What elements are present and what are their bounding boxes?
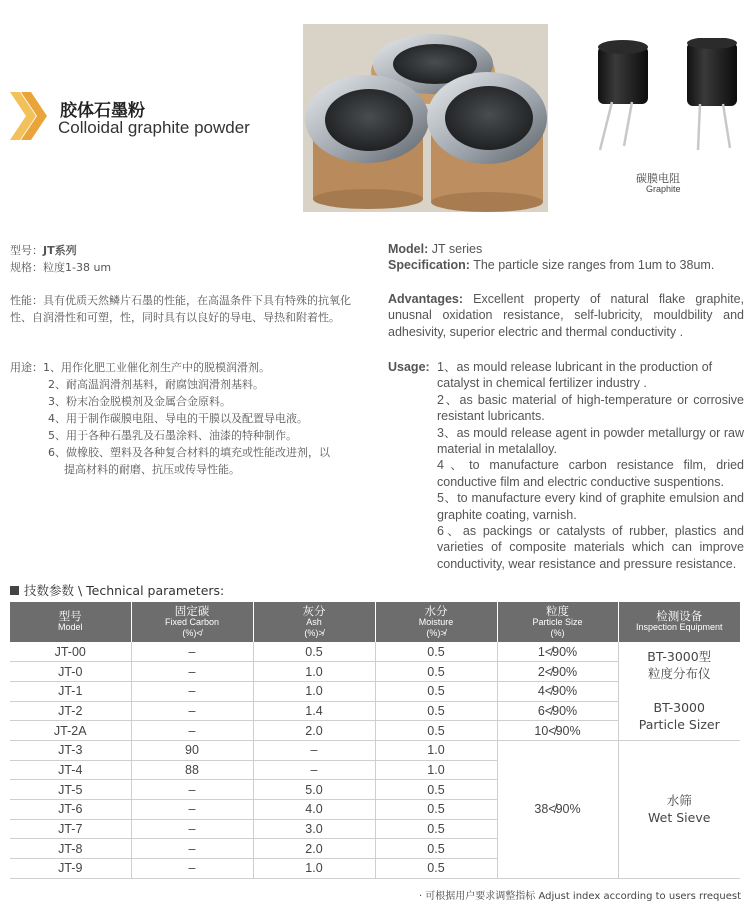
advantages-en bbox=[388, 291, 744, 340]
cell-model: JT-9 bbox=[10, 859, 131, 879]
cell-ash: 1.0 bbox=[253, 681, 375, 701]
cell-carbon: – bbox=[131, 721, 253, 741]
spec-label-en: Specification: bbox=[388, 258, 470, 273]
cell-equipment-bt3000: BT-3000型 粒度分布仪 BT-3000 Particle Sizer bbox=[618, 642, 740, 740]
usage-label-en: Usage: bbox=[388, 360, 430, 374]
cell-ash: 1.0 bbox=[253, 662, 375, 682]
cell-size: 2≮90% bbox=[497, 662, 618, 682]
tech-params-title bbox=[10, 581, 224, 599]
cell-moisture: 0.5 bbox=[375, 662, 497, 682]
usage-cn-item: 4、用于制作碳膜电阻、导电的干膜以及配置导电液。 bbox=[48, 412, 308, 425]
graphite-powder-photo bbox=[303, 24, 548, 212]
cell-model: JT-00 bbox=[10, 642, 131, 662]
model-spec-cn bbox=[10, 242, 370, 276]
usage-en-item: 2、as basic material of high-temperature or corrosive resistant lubricants. bbox=[437, 392, 744, 424]
usage-en-item: 5、to manufacture every kind of graphite emulsion and graphite coating, varnish. bbox=[437, 491, 744, 522]
usage-en-item: 6、as packings or catalysts of rubber, plastics and varieties of composite materials which can improve conductivity, wear resistance and pressure resistance. bbox=[437, 524, 744, 571]
cell-carbon: – bbox=[131, 681, 253, 701]
usage-cn-item: 5、用于各种石墨乳及石墨涂料、油漆的特种制作。 bbox=[48, 429, 297, 442]
table-row bbox=[10, 642, 740, 662]
cell-moisture: 1.0 bbox=[375, 760, 497, 780]
cell-carbon: – bbox=[131, 780, 253, 800]
cell-model: JT-7 bbox=[10, 819, 131, 839]
cell-equipment-wet-sieve: 水筛 Wet Sieve bbox=[618, 740, 740, 878]
cell-carbon: 90 bbox=[131, 740, 253, 760]
cell-model: JT-8 bbox=[10, 839, 131, 859]
cell-model: JT-0 bbox=[10, 662, 131, 682]
model-spec-en bbox=[388, 241, 744, 274]
cell-size: 10≮90% bbox=[497, 721, 618, 741]
cell-moisture: 1.0 bbox=[375, 740, 497, 760]
cell-moisture: 0.5 bbox=[375, 681, 497, 701]
usage-en-item-cont: catalyst in chemical fertilizer industry . bbox=[437, 376, 647, 391]
cell-size: 4≮90% bbox=[497, 681, 618, 701]
cell-moisture: 0.5 bbox=[375, 800, 497, 820]
cell-moisture: 0.5 bbox=[375, 642, 497, 662]
carbon-film-resistor-photo bbox=[590, 38, 745, 158]
advantages-cn: 性能：具有优质天然鳞片石墨的性能，在高温条件下具有特殊的抗氧化性、自润滑性和可塑，性，同时具有以良好的导电、导热和附着性。 bbox=[10, 294, 351, 324]
resistor-caption-cn: 碳膜电阻 bbox=[636, 172, 680, 185]
model-label-en: Model: bbox=[388, 242, 429, 256]
table-row bbox=[10, 740, 740, 760]
cell-size-merged: 38≮90% bbox=[497, 740, 618, 878]
cell-carbon: – bbox=[131, 800, 253, 820]
usage-cn-item: 6、做橡胶、塑料及各种复合材料的填充或性能改进剂，以 bbox=[48, 446, 330, 459]
cell-moisture: 0.5 bbox=[375, 721, 497, 741]
square-bullet-icon bbox=[10, 586, 19, 595]
cell-ash: – bbox=[253, 740, 375, 760]
spec-value-en: The particle size ranges from 1um to 38um. bbox=[469, 258, 715, 273]
cell-size: 6≮90% bbox=[497, 701, 618, 721]
cell-model: JT-1 bbox=[10, 681, 131, 701]
cell-model: JT-3 bbox=[10, 740, 131, 760]
cell-moisture: 0.5 bbox=[375, 819, 497, 839]
cell-model: JT-2 bbox=[10, 701, 131, 721]
usage-en-item: 4、to manufacture carbon resistance film, dried conductive film and electric conductive suspentions. bbox=[437, 458, 744, 489]
cell-moisture: 0.5 bbox=[375, 859, 497, 879]
cell-ash: 0.5 bbox=[253, 642, 375, 662]
usage-cn-item: 1、用作化肥工业催化剂生产中的脱模润滑剂。 bbox=[43, 361, 270, 374]
cell-ash: 1.0 bbox=[253, 859, 375, 879]
cell-ash: 1.4 bbox=[253, 701, 375, 721]
cell-ash: – bbox=[253, 760, 375, 780]
footnote: · 可根据用户要求调整指标 Adjust index according to users rrequest bbox=[418, 891, 741, 902]
usage-cn bbox=[10, 359, 372, 478]
usage-en bbox=[388, 359, 744, 572]
adv-label-en: Advantages: bbox=[388, 292, 464, 306]
spec-cn: 规格：粒度1-38 um bbox=[10, 261, 112, 274]
adv-value-en: Excellent property of natural flake graphite, unusnal oxidation resistance, self-lubricity, mouldbility and adhesivity, superior electric and thermal conductivity . bbox=[388, 292, 744, 339]
cell-moisture: 0.5 bbox=[375, 780, 497, 800]
cell-moisture: 0.5 bbox=[375, 701, 497, 721]
cell-carbon: – bbox=[131, 642, 253, 662]
cell-ash: 2.0 bbox=[253, 839, 375, 859]
resistor-caption-en: Graphite bbox=[646, 184, 681, 194]
col-header-carbon: 固定碳 Fixed Carbon (%)≮ bbox=[131, 602, 253, 642]
page-title-cn: 胶体石墨粉 bbox=[60, 101, 145, 121]
tech-params-title-text: 技数参数 \ Technical parameters: bbox=[24, 583, 225, 598]
cell-carbon: – bbox=[131, 662, 253, 682]
cell-model: JT-6 bbox=[10, 800, 131, 820]
col-header-model: 型号 Model bbox=[10, 602, 131, 642]
cell-carbon: – bbox=[131, 839, 253, 859]
col-header-equipment: 检测设备 Inspection Equipment bbox=[618, 602, 740, 642]
cell-carbon: – bbox=[131, 701, 253, 721]
usage-cn-item: 3、粉末冶金脱模剂及金属合金原料。 bbox=[48, 395, 231, 408]
cell-size: 1≮90% bbox=[497, 642, 618, 662]
model-label-cn: 型号： bbox=[10, 244, 43, 257]
cell-ash: 5.0 bbox=[253, 780, 375, 800]
usage-label-cn: 用途： bbox=[10, 361, 43, 374]
cell-carbon: 88 bbox=[131, 760, 253, 780]
page-title-en: Colloidal graphite powder bbox=[58, 118, 250, 137]
col-header-ash: 灰分 Ash (%)≯ bbox=[253, 602, 375, 642]
cell-ash: 3.0 bbox=[253, 819, 375, 839]
tech-params-table bbox=[10, 602, 740, 879]
usage-en-item: 3、as mould release agent in powder metallurgy or raw material in metalalloy. bbox=[437, 425, 744, 457]
cell-model: JT-4 bbox=[10, 760, 131, 780]
cell-ash: 4.0 bbox=[253, 800, 375, 820]
cell-carbon: – bbox=[131, 819, 253, 839]
cell-carbon: – bbox=[131, 859, 253, 879]
cell-ash: 2.0 bbox=[253, 721, 375, 741]
model-value-en: JT series bbox=[428, 242, 483, 256]
cell-model: JT-5 bbox=[10, 780, 131, 800]
cell-moisture: 0.5 bbox=[375, 839, 497, 859]
usage-cn-item: 2、耐高温润滑剂基料，耐腐蚀润滑剂基料。 bbox=[48, 378, 264, 391]
model-value-cn: JT系列 bbox=[43, 244, 77, 257]
table-header-row bbox=[10, 602, 740, 642]
chevron-arrows-icon bbox=[10, 92, 50, 140]
usage-en-item: 1、as mould release lubricant in the production of bbox=[437, 360, 713, 374]
usage-cn-item-cont: 提高材料的耐磨、抗压或传导性能。 bbox=[64, 463, 240, 476]
cell-model: JT-2A bbox=[10, 721, 131, 741]
col-header-moisture: 水分 Moisture (%)≯ bbox=[375, 602, 497, 642]
col-header-size: 粒度 Particle Size (%) bbox=[497, 602, 618, 642]
